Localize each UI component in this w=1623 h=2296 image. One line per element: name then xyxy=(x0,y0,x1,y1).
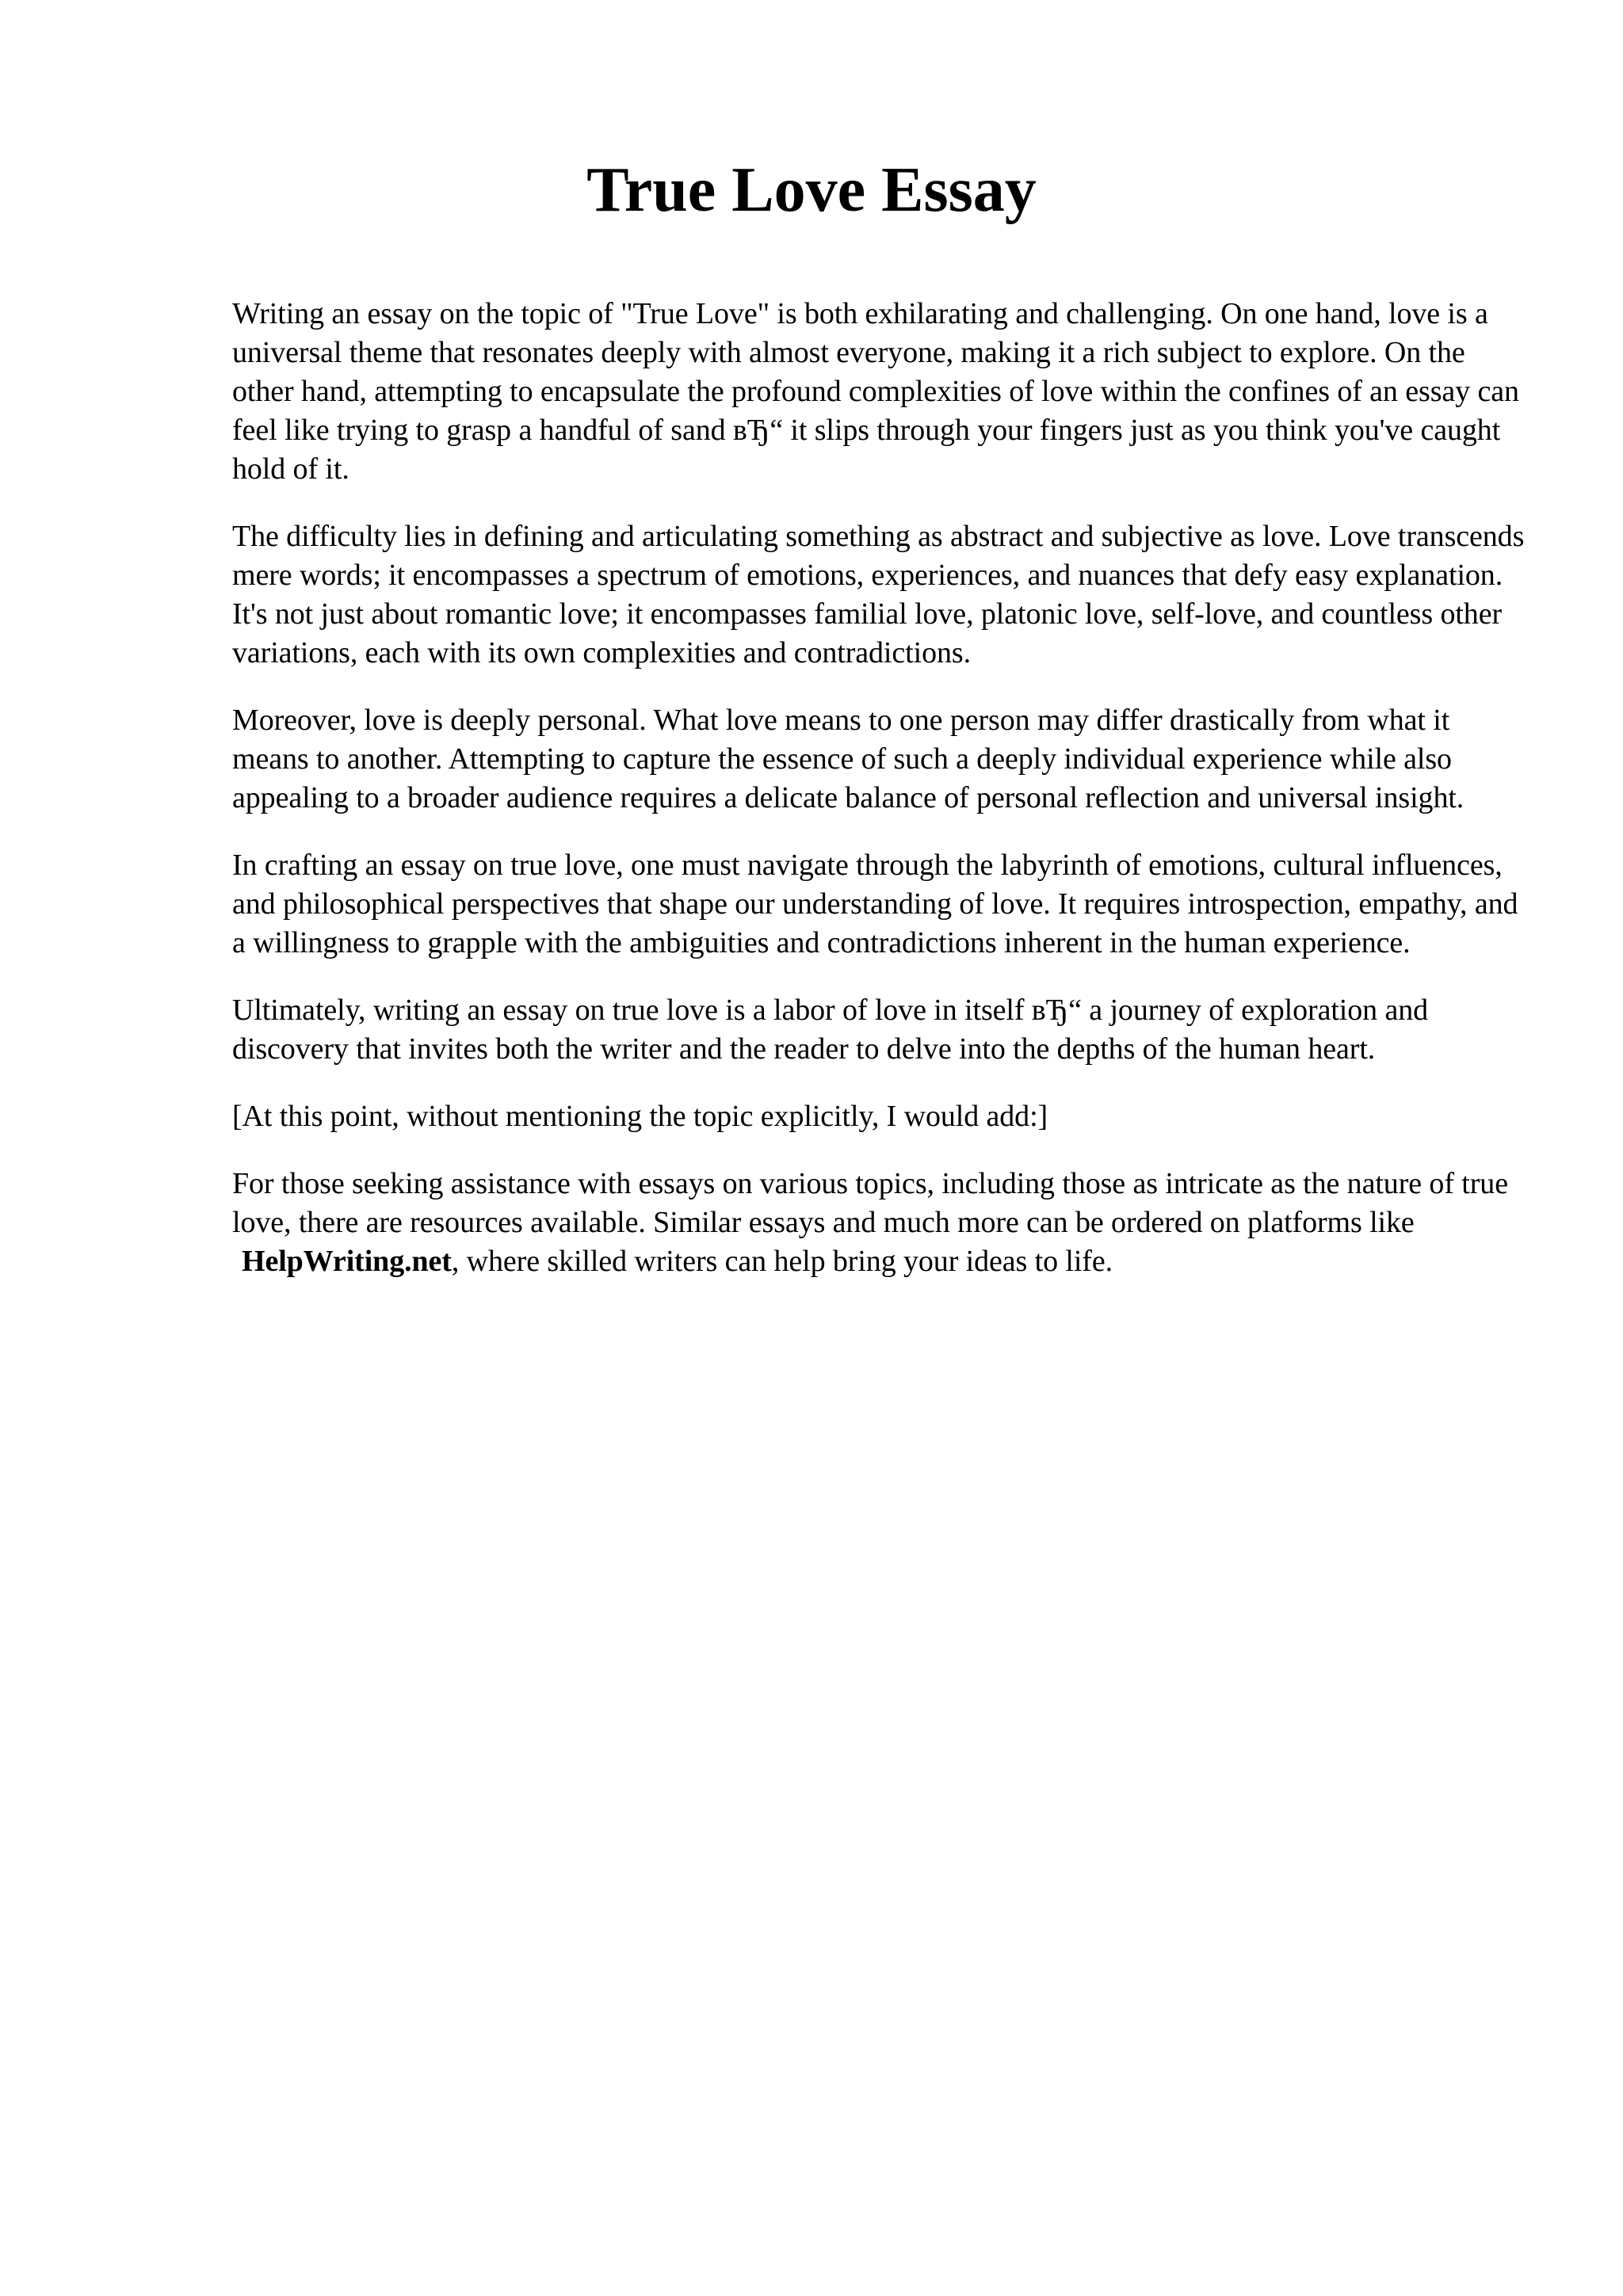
paragraph-closing xyxy=(232,1165,1532,1281)
closing-text-after: , where skilled writers can help bring your ideas to life. xyxy=(451,1245,1113,1278)
paragraph-5: Ultimately, writing an essay on true love is a labor of love in itself вЂ“ a journey of exploration and discovery that invites both the writer and the reader to delve into the depths of the human heart. xyxy=(232,994,1429,1066)
brand-name: HelpWriting.net xyxy=(242,1245,452,1278)
paragraph-4: In crafting an essay on true love, one must navigate through the labyrinth of emotions, cultural influences, and philosophical perspectives that shape our understanding of love. It requires introspection, empathy, and a willingness to grapple with the ambiguities and contradictions inherent in the human experience. xyxy=(232,849,1518,959)
paragraph-6-note: [At this point, without mentioning the topic explicitly, I would add:] xyxy=(232,1100,1048,1133)
paragraph-3: Moreover, love is deeply personal. What love means to one person may differ drastically from what it means to another. Attempting to capture the essence of such a deeply individual experience while also appealing to a broader audience requires a delicate balance of personal reflection and universal insight. xyxy=(232,704,1465,814)
paragraph-1: Writing an essay on the topic of "True Love" is both exhilarating and challenging. On one hand, love is a universal theme that resonates deeply with almost everyone, making it a rich subject to explore. On the other hand, attempting to encapsulate the profound complexities of love within the confines of an essay can feel like trying to grasp a handful of sand вЂ“ it slips through your fingers just as you think you've caught hold of it. xyxy=(232,297,1519,486)
paragraph-2: The difficulty lies in defining and articulating something as abstract and subjective as love. Love transcends mere words; it encompasses a spectrum of emotions, experiences, and nuances that defy easy explanation. It's not just about romantic love; it encompasses familial love, platonic love, self-love, and countless other variations, each with its own complexities and contradictions. xyxy=(232,520,1525,669)
page-title: True Love Essay xyxy=(586,155,1037,225)
closing-text-before: For those seeking assistance with essays on various topics, including those as intricate as the nature of true love, there are resources available. Similar essays and much more can be ordered on platforms like xyxy=(232,1167,1508,1239)
essay-body xyxy=(232,295,1532,1310)
